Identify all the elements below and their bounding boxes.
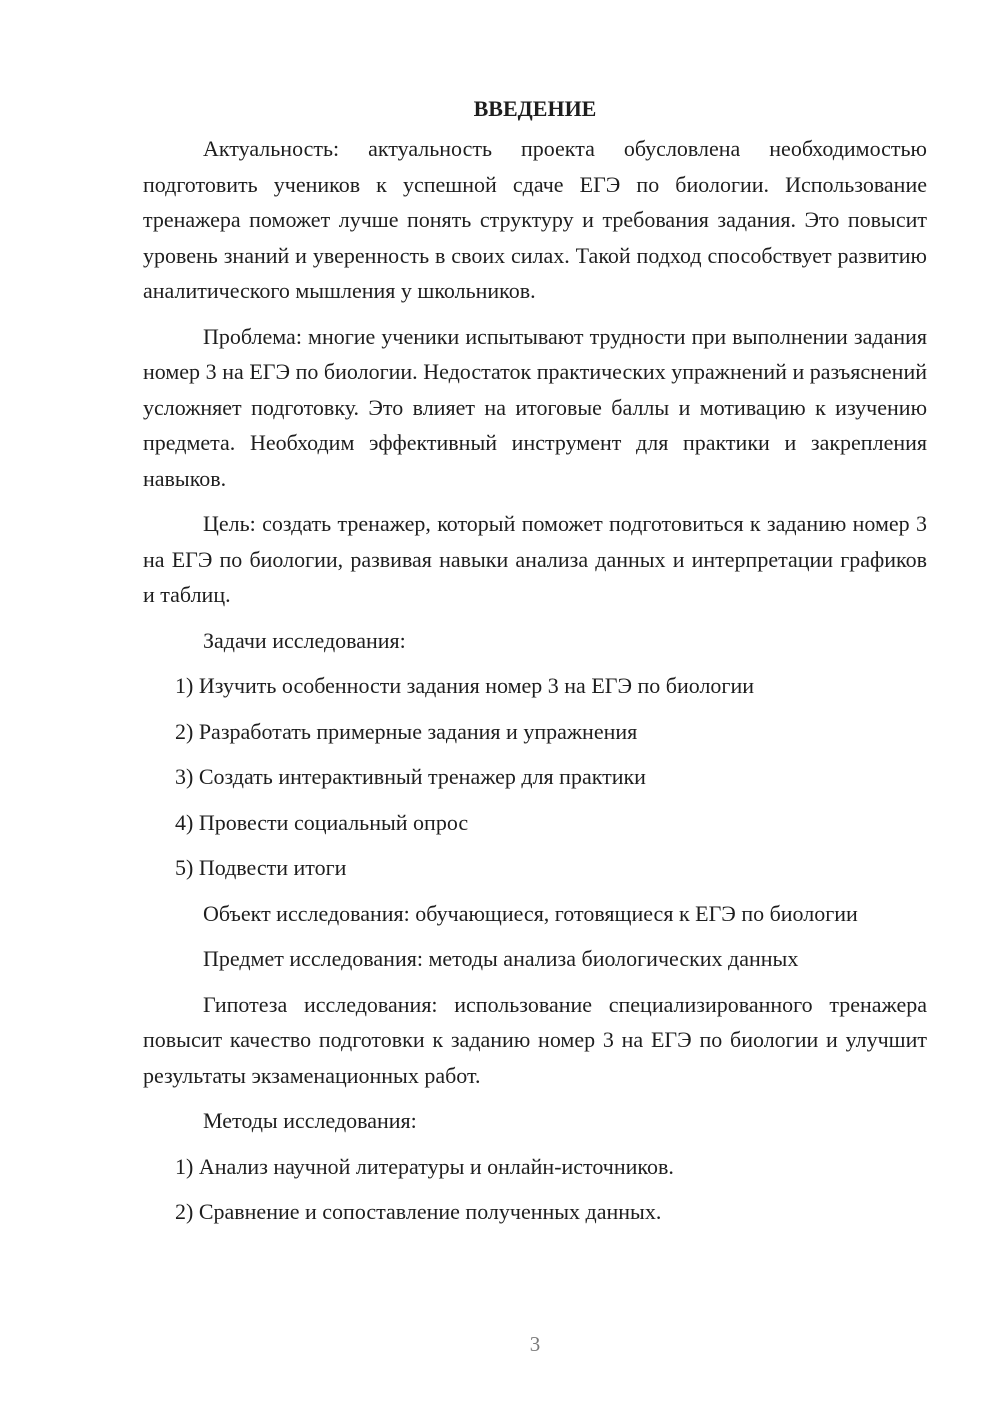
methods-heading: Методы исследования: [203,1108,417,1133]
problem-paragraph: Проблема: многие ученики испытывают трудности при выполнении задания номер 3 на ЕГЭ по биологии. Недостаток практических упражнений и разъяснений усложняет подготовку. Это влияет на итоговые баллы и мотивацию к изучению предмета. Необходим эффективный инструмент для практики и закрепления навыков. [143,323,927,491]
list-item: 1) Анализ научной литературы и онлайн-источников. [175,1153,674,1179]
hypothesis-paragraph: Гипотеза исследования: использование специализированного тренажера повысит качество подготовки к заданию номер 3 на ЕГЭ по биологии и улучшит результаты экзаменационных работ. [143,991,927,1088]
page-content [143,94,927,1240]
subject-paragraph: Предмет исследования: методы анализа биологических данных [203,946,799,971]
list-item: 5) Подвести итоги [175,855,347,880]
object-paragraph: Объект исследования: обучающиеся, готовящиеся к ЕГЭ по биологии [203,900,858,926]
list-item: 2) Сравнение и сопоставление полученных данных. [175,1199,662,1224]
list-item: 3) Создать интерактивный тренажер для практики [175,764,646,789]
list-item: 2) Разработать примерные задания и упражнения [175,718,638,744]
relevance-paragraph: Актуальность: актуальность проекта обусловлена необходимостью подготовить учеников к успешной сдаче ЕГЭ по биологии. Использование тренажера поможет лучше понять структуру и требования задания. Это повысит уровень знаний и уверенность в своих силах. Такой подход способствует развитию аналитического мышления у школьников. [143,136,927,303]
goal-paragraph: Цель: создать тренажер, который поможет подготовиться к заданию номер 3 на ЕГЭ по биологии, развивая навыки анализа данных и интерпретации графиков и таблиц. [143,511,927,607]
list-item: 4) Провести социальный опрос [175,809,469,835]
tasks-heading: Задачи исследования: [203,627,406,653]
tasks-list [143,668,927,886]
section-title: ВВЕДЕНИЕ [473,96,597,121]
page-number: 3 [529,1332,541,1356]
methods-list [143,1149,927,1230]
list-item: 1) Изучить особенности задания номер 3 на ЕГЭ по биологии [175,673,754,698]
